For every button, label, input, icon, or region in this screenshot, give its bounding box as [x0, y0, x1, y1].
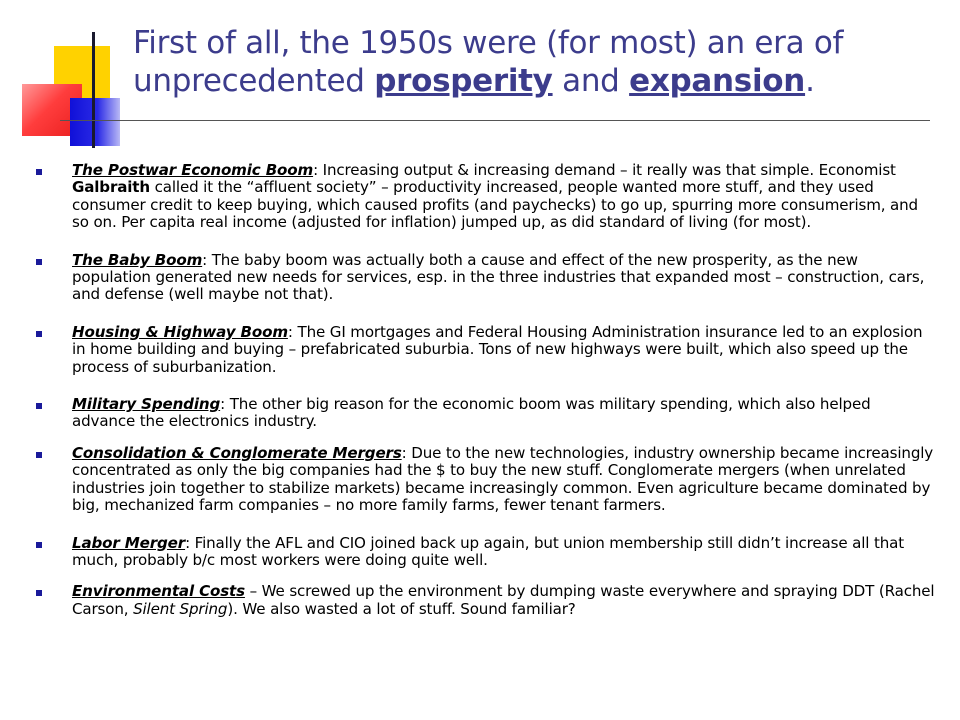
- bullet-text: : Due to the new technologies, industry ownership became increasingly concentrated as only the big companies had the $ to buy the new stuff. Conglomerate mergers (when unrelated industries join together to stabilize markets) became increasingly common. Even agriculture became dominated by big, mechanized farm companies – no more family farms, fewer tenant farmers.: [72, 443, 934, 515]
- bullet-item-labor-merger: [36, 535, 936, 570]
- bullet-square-icon: [36, 452, 42, 458]
- bullet-heading: Labor Merger: [72, 533, 186, 552]
- bullet-square-icon: [36, 259, 42, 265]
- title-word-expansion: expansion: [629, 63, 806, 99]
- decorative-blue-square: [70, 98, 120, 146]
- title-divider-line: [60, 120, 930, 121]
- bullet-square-icon: [36, 590, 42, 596]
- bullet-heading: Military Spending: [72, 395, 221, 414]
- bullet-square-icon: [36, 331, 42, 337]
- title-word-prosperity: prosperity: [374, 63, 553, 99]
- bullet-item-environmental-costs: [36, 583, 936, 618]
- title-middle: and: [552, 63, 630, 99]
- bullet-text: : Increasing output & increasing demand – it really was that simple. Economist: [313, 161, 896, 179]
- bullet-item-housing-highway: [36, 324, 936, 376]
- bullet-square-icon: [36, 542, 42, 548]
- bullet-heading: The Postwar Economic Boom: [72, 161, 314, 179]
- bullet-text: ). We also wasted a lot of stuff. Sound familiar?: [227, 599, 576, 618]
- bullet-heading: Housing & Highway Boom: [72, 322, 288, 341]
- title-end: .: [805, 63, 815, 99]
- bullet-text: called it the “affluent society” – productivity increased, people wanted more stuff, and they used consumer credit to keep buying, which caused profits (and paychecks) to go up, spurring more consumerism, and so on. Per capita real income (adjusted for inflation) jumped up, as did standard of living (for most).: [72, 178, 918, 232]
- bullet-italic-title: Silent Spring: [133, 599, 228, 618]
- bullet-item-postwar-boom: [36, 162, 936, 232]
- bullet-item-military-spending: [36, 396, 936, 431]
- bullet-heading: Environmental Costs: [72, 582, 245, 601]
- bullet-list: [36, 162, 936, 638]
- bullet-item-baby-boom: [36, 252, 936, 304]
- bullet-item-mergers: [36, 445, 936, 515]
- bullet-heading: Consolidation & Conglomerate Mergers: [72, 443, 402, 462]
- bullet-text: : The GI mortgages and Federal Housing Administration insurance led to an explosion in home building and buying – prefabricated suburbia. Tons of new highways were built, which also speed up the process of suburbanization.: [72, 322, 923, 376]
- bullet-text: – We screwed up the environment by dumping waste everywhere and spraying DDT (Rachel Carson,: [72, 582, 935, 618]
- title-prefix: First of all, the 1950s were (for most) an era of unprecedented: [133, 25, 844, 99]
- bullet-text: : Finally the AFL and CIO joined back up again, but union membership still didn’t increase all that much, probably b/c most workers were doing quite well.: [72, 533, 905, 569]
- bullet-heading: The Baby Boom: [72, 250, 203, 269]
- bullet-square-icon: [36, 169, 42, 175]
- bullet-text: : The other big reason for the economic boom was military spending, which also helped advance the electronics industry.: [72, 395, 871, 431]
- bullet-text: : The baby boom was actually both a cause and effect of the new prosperity, as the new population generated new needs for services, esp. in the three industries that expanded most – construction, cars, and defense (well maybe not that).: [72, 250, 925, 304]
- bullet-bold-name: Galbraith: [72, 178, 150, 197]
- bullet-square-icon: [36, 403, 42, 409]
- decorative-vertical-line: [92, 32, 95, 148]
- slide-title: [133, 24, 933, 100]
